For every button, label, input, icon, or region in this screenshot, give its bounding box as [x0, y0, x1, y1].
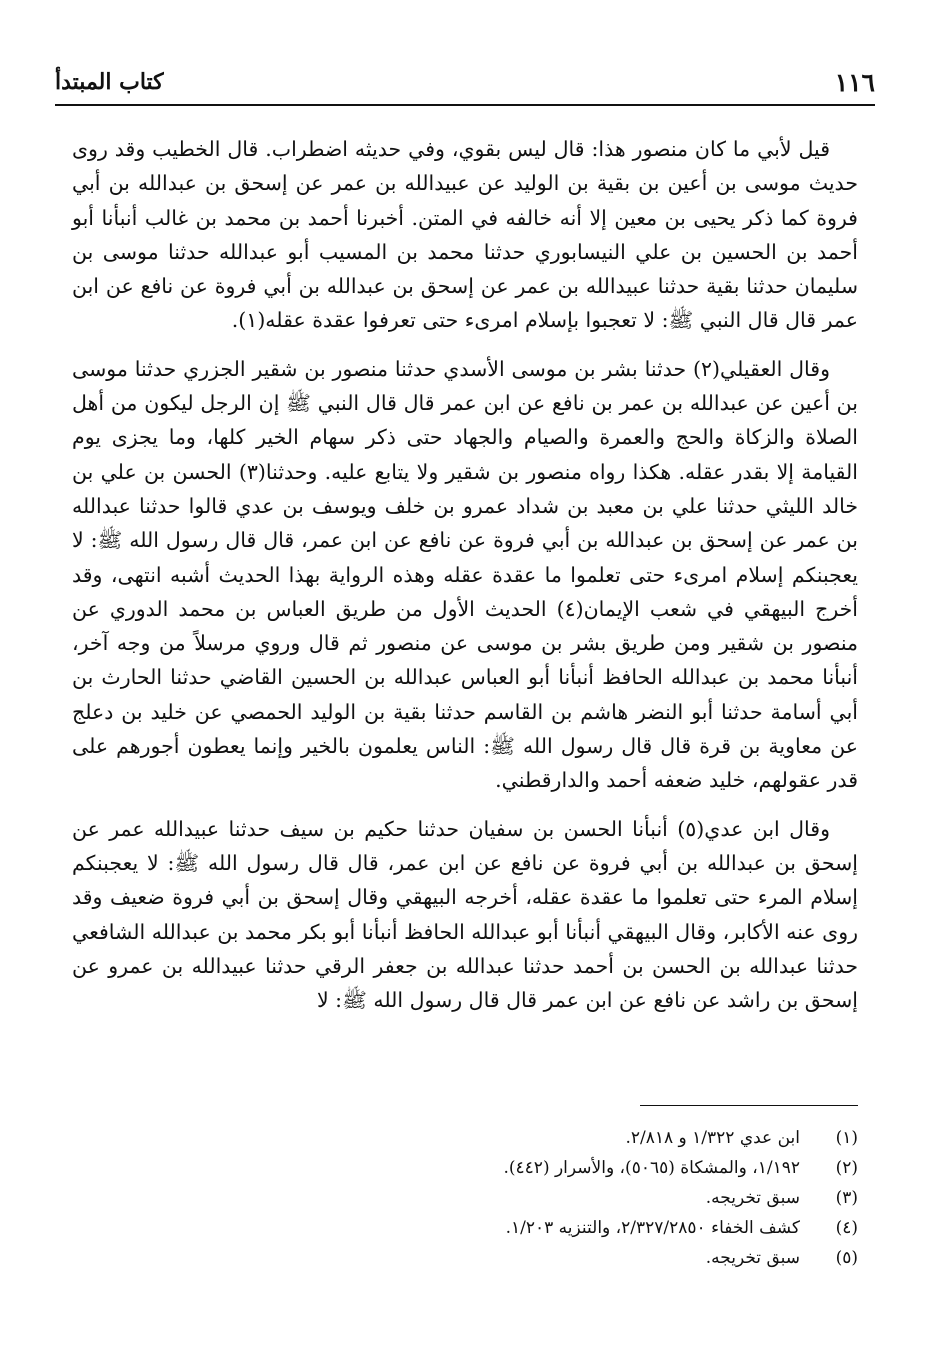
- page-number: ١١٦: [834, 67, 875, 97]
- paragraph-1: قيل لأبي ما كان منصور هذا: قال ليس بقوي، وفي حديثه اضطراب. قال الخطيب وقد روى حديث موسى بن أعين بن بقية بن الوليد عن عبيدالله بن عمر عن إسحق بن عبدالله بن أبي فروة كما ذكر يحيى بن معين إلا أنه خالفه في المتن. أخبرنا أحمد بن محمد بن غالب أنبأنا أبو أحمد بن الحسين بن علي النيسابوري حدثنا محمد بن المسيب أبو عبدالله حدثنا موسى بن سليمان حدثنا بقية حدثنا عبيدالله بن عمر عن إسحق بن عبدالله بن أبي فروة عن نافع عن ابن عمر قال قال النبي ﷺ: لا تعجبوا بإسلام امرىء حتى تعرفوا عقدة عقله(١).: [72, 137, 858, 333]
- footnote-4: [260, 1213, 858, 1243]
- footnote-text: سبق تخريجه.: [705, 1248, 800, 1268]
- footnote-number: (١): [835, 1128, 858, 1148]
- footnote-text: ابن عدي ١/٣٢٢ و ٢/٨١٨.: [625, 1128, 800, 1148]
- book-title: كتاب المبتدأ: [55, 69, 164, 95]
- footnote-number: (٣): [835, 1188, 858, 1208]
- header-rule: [55, 104, 875, 106]
- footnote-2: [260, 1153, 858, 1183]
- footnote-number: (٥): [835, 1248, 858, 1268]
- paragraph-3: وقال ابن عدي(٥) أنبأنا الحسن بن سفيان حدثنا حكيم بن سيف حدثنا عبيدالله عمر عن إسحق بن عبدالله بن أبي فروة عن نافع عن ابن عمر، قال قال رسول الله ﷺ: لا يعجبنكم إسلام المرء حتى تعلموا ما عقدة عقله، أخرجه البيهقي وقال إسحق بن أبي فروة ضعيف وقد روى عنه الأكابر، وقال البيهقي أنبأنا أبو عبدالله الحافظ أنبأنا أبو بكر محمد بن عبدالله الشافعي حدثنا عبدالله بن الحسن بن أحمد حدثنا عبدالله بن جعفر الرقي حدثنا عبيدالله بن عمرو عن إسحق بن راشد عن نافع عن ابن عمر قال قال رسول الله ﷺ: لا: [72, 816, 858, 1013]
- footnote-number: (٤): [835, 1218, 858, 1238]
- main-text: [72, 132, 858, 1031]
- footnote-text: كشف الخفاء ٢/٣٢٧/٢٨٥٠، والتنزيه ١/٢٠٣.: [505, 1218, 800, 1238]
- footnote-1: [260, 1123, 858, 1153]
- footnotes: [260, 1123, 858, 1273]
- running-header: [55, 62, 875, 102]
- footnote-3: [260, 1183, 858, 1213]
- footnote-5: [260, 1243, 858, 1273]
- footnote-text: سبق تخريجه.: [705, 1188, 800, 1208]
- footnote-text: ١/١٩٢، والمشكاة (٥٠٦٥)، والأسرار (٤٤٢).: [503, 1158, 800, 1178]
- footnote-number: (٢): [835, 1158, 858, 1178]
- paragraph-2: وقال العقيلي(٢) حدثنا بشر بن موسى الأسدي حدثنا منصور بن شقير الجزري حدثنا موسى بن أعين عن عبدالله بن عمر بن نافع عن ابن عمر قال قال النبي ﷺ إن الرجل ليكون من أهل الصلاة والزكاة والحج والعمرة والصيام والجهاد حتى ذكر سهام الخير كلها، وما يجزى يوم القيامة إلا بقدر عقله. هكذا رواه منصور بن شقير ولا يتابع عليه. وحدثنا(٣) الحسن بن علي بن خالد الليثي حدثنا علي بن معبد بن شداد عمرو بن خلف ويوسف بن عدي قالوا حدثنا عبدالله بن عمر عن إسحق بن عبدالله بن أبي فروة عن نافع عن ابن عمر، قال قال رسول الله ﷺ: لا يعجبنكم إسلام امرىء حتى تعلموا ما عقدة عقله وهذه الرواية بهذا الحديث أشبه انتهى، وقد أخرج البيهقي في شعب الإيمان(٤) الحديث الأول من طريق العباس بن محمد الدوري عن منصور بن شقير ومن طريق بشر بن موسى عن منصور ثم قال وروي مرسلاً من وجه آخر، أنبأنا محمد بن عبدالله الحافظ أنبأنا أبو العباس عبدالله بن الحسين القاضي حدثنا الحارث بن أبي أسامة حدثنا أبو النضر هاشم بن القاسم حدثنا بقية بن الوليد الحمصي عن خليد بن دعلج عن معاوية بن قرة قال قال رسول الله ﷺ: الناس يعلمون بالخير وإنما يعطون أجورهم على قدر عقولهم، خليد ضعفه أحمد والدارقطني.: [72, 356, 859, 793]
- footnote-rule: [640, 1105, 858, 1106]
